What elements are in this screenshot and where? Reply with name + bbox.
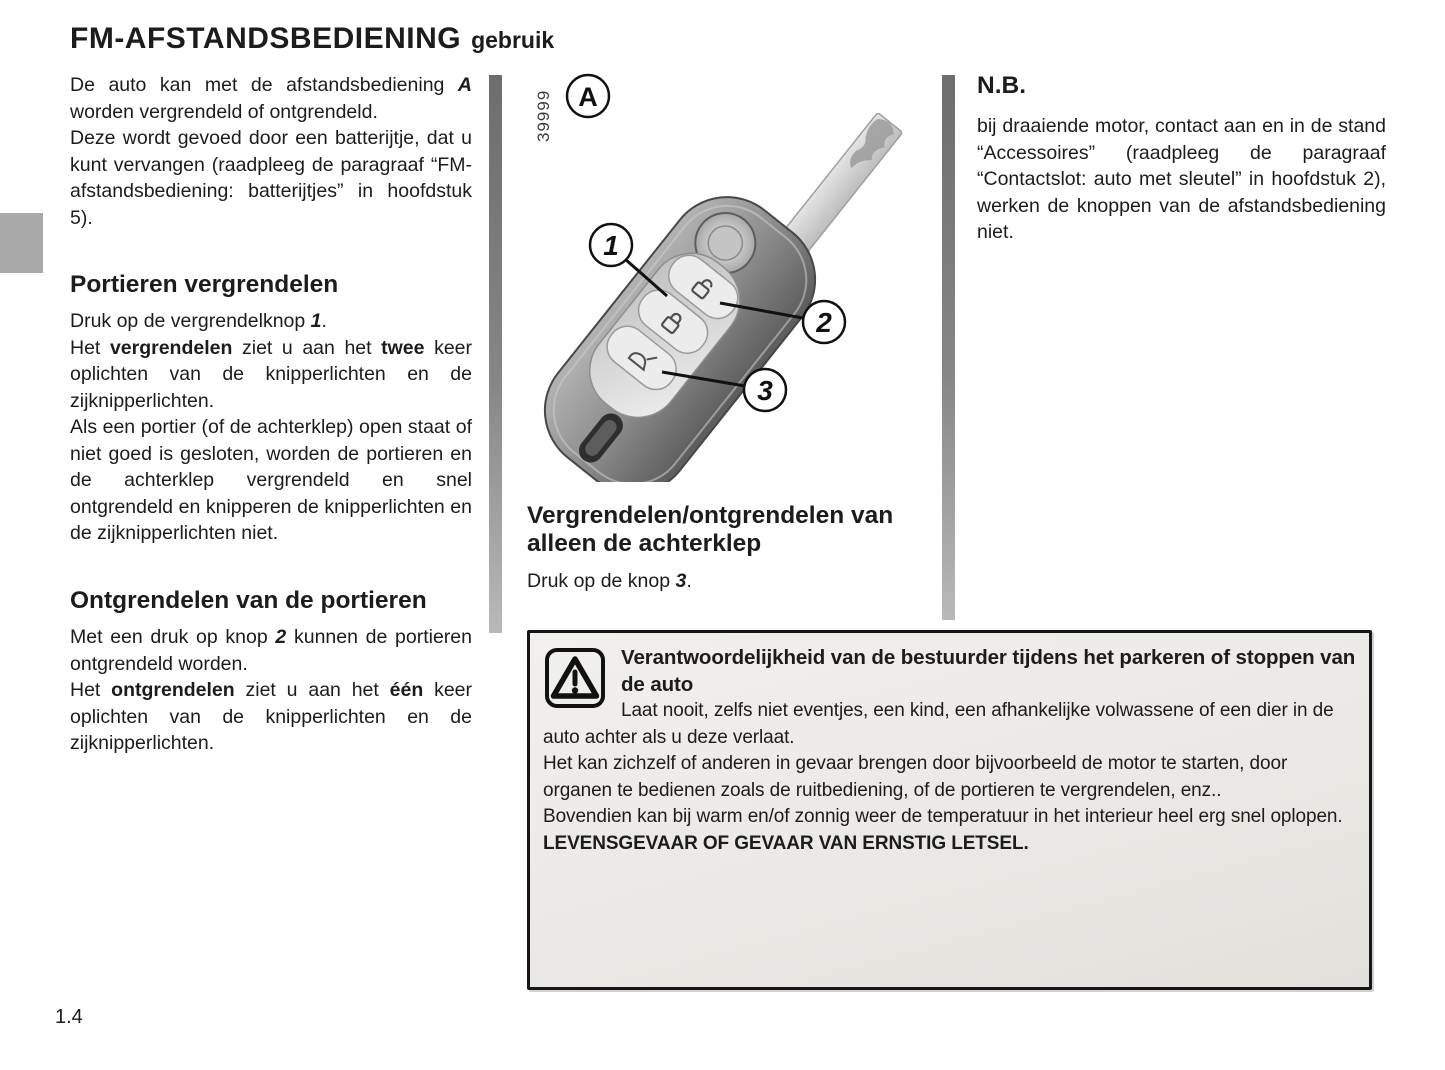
warning-paragraph: Laat nooit, zelfs niet eventjes, een kind, een afhankelijke volwassene of een dier in de auto achter als u deze verlaat. [543, 700, 1334, 748]
body-paragraph: Druk op de knop 3. [527, 569, 692, 592]
warning-paragraph: Bovendien kan bij warm en/of zonnig weer de temperatuur in het interieur heel erg snel oplopen. [543, 806, 1343, 827]
warning-triangle-icon [544, 647, 606, 709]
callout-3 [744, 369, 786, 411]
callout-1 [590, 224, 632, 266]
svg-text:3: 3 [757, 375, 773, 406]
figure-image-number: 39999 [534, 89, 553, 142]
left-column [70, 72, 472, 757]
page-title-sub: gebruik [471, 27, 555, 53]
body-paragraph: bij draaiende motor, contact aan en in de stand “Accessoires” (raadpleeg de paragraaf “Contactslot: auto met sleutel” in hoofdstuk 2), werken de knoppen van de afstandsbediening niet. [977, 115, 1386, 244]
page-title [70, 22, 554, 56]
page-title-main: FM-AFSTANDSBEDIENING [70, 22, 462, 55]
body-paragraph: Als een portier (of de achterklep) open staat of niet goed is gesloten, worden de portieren en de achterklep vergrendeld en snel ontgrendeld en knipperen de knipperlichten en de zijknipperlichten niet. [70, 416, 472, 545]
intro-paragraph: Deze wordt gevoed door een batterijtje, dat u kunt vervangen (raadpleeg de paragraaf “FM-afstandsbediening: batterijtjes” in hoofdstuk 5). [70, 127, 472, 229]
warning-paragraph: LEVENSGEVAAR OF GEVAAR VAN ERNSTIG LETSEL. [543, 832, 1029, 854]
column-divider [489, 75, 502, 633]
body-paragraph: Druk op de vergrendelknop 1. [70, 310, 327, 333]
key-fob-body-group [521, 70, 931, 482]
figure-label-a [567, 75, 609, 117]
svg-text:A: A [578, 82, 598, 112]
svg-text:2: 2 [816, 307, 832, 338]
warning-box [527, 630, 1372, 990]
chapter-tab-marker [0, 213, 43, 273]
body-paragraph: Met een druk op knop 2 kunnen de portieren ontgrendeld worden. [70, 626, 472, 675]
section-heading-nb: N.B. [977, 72, 1026, 99]
section-heading-unlock: Ontgrendelen van de portieren [70, 586, 427, 614]
section-heading-tailgate: Vergrendelen/ontgrendelen van alleen de achterklep [527, 502, 894, 558]
body-paragraph: Het vergrendelen ziet u aan het twee keer oplichten van de knipperlichten en de zijknipperlichten. [70, 336, 473, 412]
svg-text:1: 1 [603, 230, 619, 261]
key-fob-illustration [515, 70, 945, 482]
right-column [977, 72, 1386, 246]
key-fob-figure [515, 70, 945, 482]
body-paragraph: Het ontgrendelen ziet u aan het één keer oplichten van de knipperlichten en de zijknipperlichten. [70, 679, 473, 755]
warning-title: Verantwoordelijkheid van de bestuurder tijdens het parkeren of stoppen van de auto [621, 646, 1356, 696]
section-heading-lock: Portieren vergrendelen [70, 271, 339, 298]
intro-paragraph: De auto kan met de afstandsbediening A worden vergrendeld of ontgrendeld. [70, 74, 472, 123]
page-number: 1.4 [55, 1006, 83, 1028]
warning-paragraph: Het kan zichzelf of anderen in gevaar brengen door bijvoorbeeld de motor te starten, door organen te bedienen zoals de ruitbediening, of de portieren te vergrendelen, enz.. [543, 753, 1288, 801]
callout-2 [803, 301, 845, 343]
